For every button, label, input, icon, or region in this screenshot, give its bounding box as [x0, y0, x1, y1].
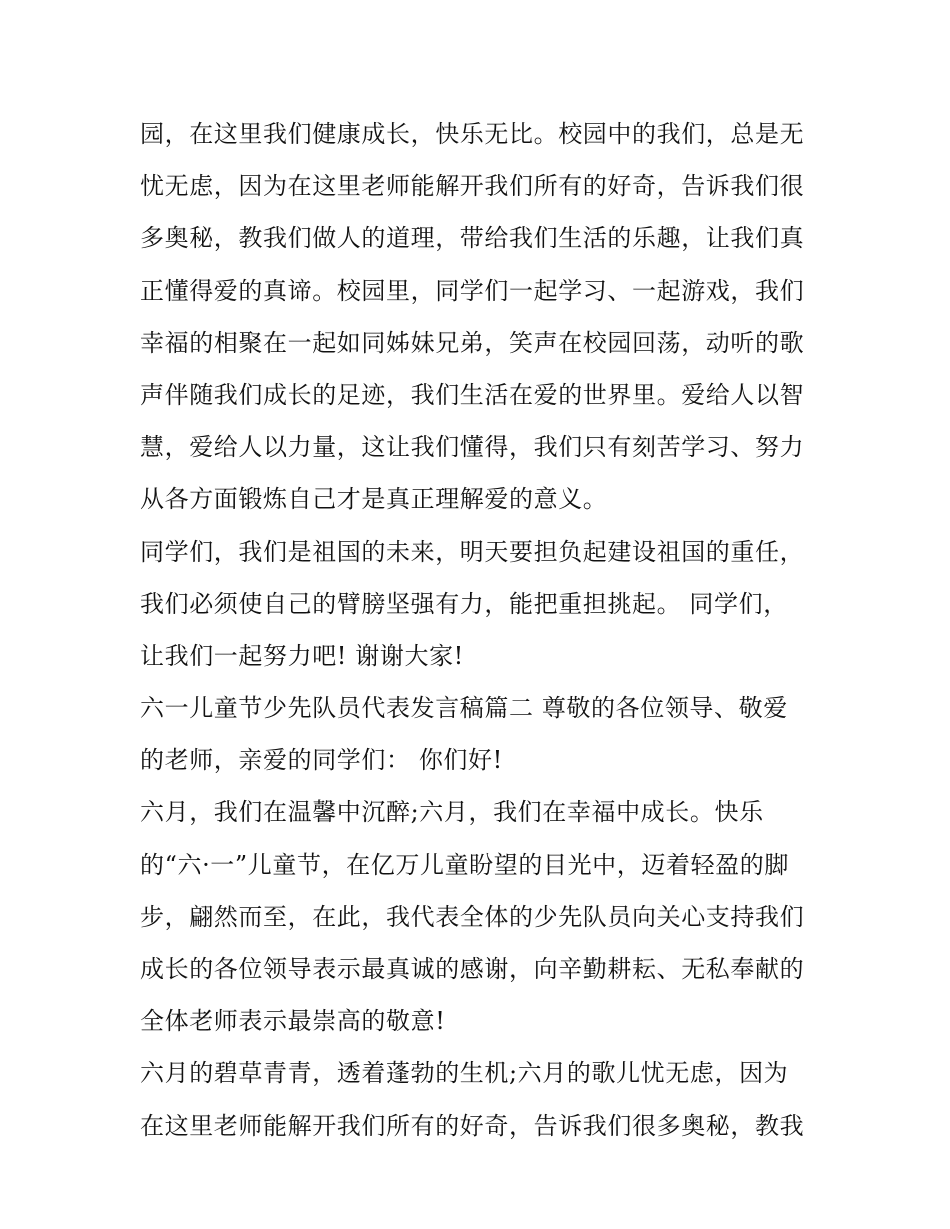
text-line: 园，在这里我们健康成长，快乐无比。校园中的我们，总是无: [140, 120, 805, 148]
text-line: 正懂得爱的真谛。校园里，同学们一起学习、一起游戏，我们: [140, 276, 805, 305]
text-line: 忧无虑，因为在这里老师能解开我们所有的好奇，告诉我们很: [140, 172, 805, 201]
text-line: 在这里老师能解开我们所有的好奇，告诉我们很多奥秘，教我: [140, 1111, 805, 1140]
text-line: 六月，我们在温馨中沉醉;六月，我们在幸福中成长。快乐: [140, 798, 764, 827]
text-line: 的老师，亲爱的同学们： 你们好!: [140, 746, 503, 775]
text-line: 让我们一起努力吧! 谢谢大家!: [140, 641, 464, 670]
text-line: 六月的碧草青青，透着蓬勃的生机;六月的歌儿忧无虑，因为: [140, 1059, 789, 1088]
text-line: 步，翩然而至，在此，我代表全体的少先队员向关心支持我们: [140, 902, 805, 931]
text-line: 幸福的相聚在一起如同姊妹兄弟，笑声在校园回荡，动听的歌: [140, 328, 805, 357]
text-line: 的“六·一”儿童节，在亿万儿童盼望的目光中，迈着轻盈的脚: [140, 850, 789, 879]
text-line: 我们必须使自己的臂膀坚强有力，能把重担挑起。 同学们，: [140, 589, 788, 618]
text-line: 同学们，我们是祖国的未来，明天要担负起建设祖国的重任，: [140, 537, 805, 566]
text-line: 六一儿童节少先队员代表发言稿篇二 尊敬的各位领导、敬爱: [140, 694, 788, 723]
text-line: 慧，爱给人以力量，这让我们懂得，我们只有刻苦学习、努力: [140, 433, 805, 462]
text-line: 从各方面锻炼自己才是真正理解爱的意义。: [140, 485, 608, 514]
text-line: 多奥秘，教我们做人的道理，带给我们生活的乐趣，让我们真: [140, 224, 805, 253]
text-line: 声伴随我们成长的足迹，我们生活在爱的世界里。爱给人以智: [140, 380, 805, 409]
speech-text: [140, 108, 820, 1152]
text-line: 成长的各位领导表示最真诚的感谢，向辛勤耕耘、无私奉献的: [140, 955, 805, 983]
text-line: 全体老师表示最崇高的敬意!: [140, 1007, 446, 1036]
